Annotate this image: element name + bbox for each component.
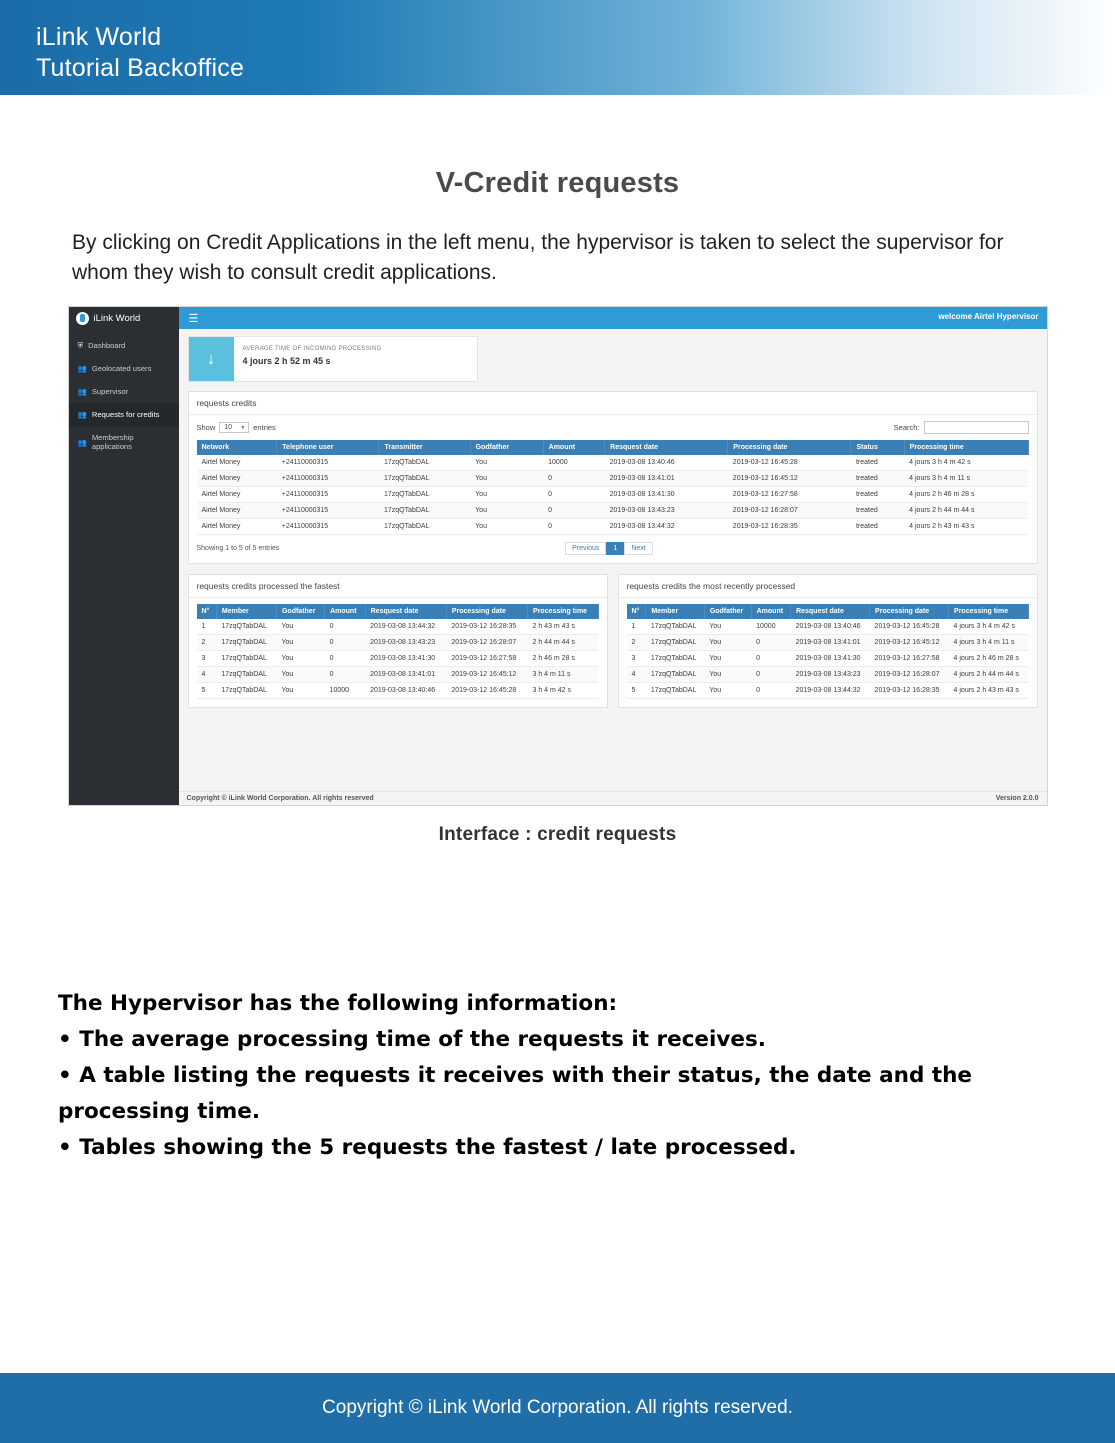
search-label: Search: xyxy=(893,423,920,432)
kpi-card-average-processing-time xyxy=(188,336,478,382)
cell-number: 1 xyxy=(627,619,646,635)
cell-amount: 0 xyxy=(325,619,366,635)
col-processing-date[interactable]: Processing date xyxy=(728,440,851,455)
cell-request-date: 2019-03-08 13:44:32 xyxy=(791,683,870,699)
users-icon: 👥 xyxy=(77,437,87,447)
panel-most-recently-processed xyxy=(618,574,1038,708)
intro-paragraph: By clicking on Credit Applications in the left menu, the hypervisor is taken to select the supervisor for whom they wish to consult credit applications. xyxy=(72,231,1004,284)
cell-amount: 0 xyxy=(543,519,605,535)
cell-processing-time: 3 h 4 m 11 s xyxy=(528,667,599,683)
cell-transmitter: 17zqQTabDAL xyxy=(379,487,470,503)
cell-request-date: 2019-03-08 13:43:23 xyxy=(365,635,446,651)
cell-processing-time: 4 jours 3 h 4 m 11 s xyxy=(904,471,1028,487)
pagination-previous[interactable]: Previous xyxy=(565,542,606,555)
table-header-row xyxy=(197,604,599,619)
cell-processing-date: 2019-03-12 16:27:58 xyxy=(728,487,851,503)
secondary-panels xyxy=(188,574,1038,708)
col-processing-time: Processing time xyxy=(528,604,599,619)
cell-processing-date: 2019-03-12 16:28:07 xyxy=(446,635,527,651)
app-footer xyxy=(179,791,1047,805)
cell-processing-date: 2019-03-12 16:45:12 xyxy=(870,635,949,651)
col-telephone-user[interactable]: Telephone user xyxy=(277,440,379,455)
cell-request-date: 2019-03-08 13:44:32 xyxy=(605,519,728,535)
cell-amount: 0 xyxy=(751,651,790,667)
col-processing-date: Processing date xyxy=(870,604,949,619)
requests-credits-table xyxy=(197,440,1029,535)
cell-processing-time: 3 h 4 m 42 s xyxy=(528,683,599,699)
table-row xyxy=(197,683,599,699)
cell-processing-date: 2019-03-12 16:45:28 xyxy=(446,683,527,699)
cell-network: Airtel Money xyxy=(197,471,277,487)
cell-processing-time: 4 jours 2 h 46 m 28 s xyxy=(904,487,1028,503)
table-row xyxy=(197,667,599,683)
cell-godfather: You xyxy=(276,635,324,651)
col-member: Member xyxy=(216,604,276,619)
col-status[interactable]: Status xyxy=(851,440,904,455)
cell-network: Airtel Money xyxy=(197,455,277,471)
cell-processing-date: 2019-03-12 16:28:35 xyxy=(870,683,949,699)
pagination-page-1[interactable]: 1 xyxy=(606,542,624,555)
table-row xyxy=(197,455,1029,471)
cell-processing-date: 2019-03-12 16:27:58 xyxy=(870,651,949,667)
col-network[interactable]: Network xyxy=(197,440,277,455)
cell-member: 17zqQTabDAL xyxy=(216,667,276,683)
cell-network: Airtel Money xyxy=(197,503,277,519)
col-number: N° xyxy=(197,604,217,619)
bullet-list xyxy=(58,986,1055,1166)
status-badge: treated xyxy=(851,455,904,471)
cell-amount: 0 xyxy=(543,503,605,519)
cell-godfather: You xyxy=(704,619,751,635)
cell-member: 17zqQTabDAL xyxy=(646,635,704,651)
panel-requests-credits xyxy=(188,391,1038,564)
table-header-row xyxy=(197,440,1029,455)
entries-label: entries xyxy=(253,423,276,432)
cell-telephone: +24110000315 xyxy=(277,455,379,471)
users-icon: 👥 xyxy=(77,364,87,373)
cell-processing-date: 2019-03-12 16:28:07 xyxy=(870,667,949,683)
cell-processing-time: 4 jours 2 h 44 m 44 s xyxy=(949,667,1028,683)
cell-request-date: 2019-03-08 13:40:46 xyxy=(791,619,870,635)
cell-request-date: 2019-03-08 13:43:23 xyxy=(605,503,728,519)
cell-transmitter: 17zqQTabDAL xyxy=(379,455,470,471)
cell-number: 2 xyxy=(627,635,646,651)
figure-caption: Interface : credit requests xyxy=(438,824,677,845)
cell-request-date: 2019-03-08 13:43:23 xyxy=(791,667,870,683)
col-request-date: Resquest date xyxy=(791,604,870,619)
cell-processing-time: 2 h 46 m 28 s xyxy=(528,651,599,667)
cell-amount: 0 xyxy=(751,683,790,699)
table-row xyxy=(627,619,1029,635)
cell-telephone: +24110000315 xyxy=(277,519,379,535)
cell-amount: 0 xyxy=(543,471,605,487)
col-number: N° xyxy=(627,604,646,619)
cell-number: 1 xyxy=(197,619,217,635)
cell-amount: 0 xyxy=(325,667,366,683)
cell-number: 3 xyxy=(197,651,217,667)
panel-body xyxy=(619,598,1037,707)
cell-member: 17zqQTabDAL xyxy=(216,683,276,699)
cell-number: 5 xyxy=(627,683,646,699)
col-godfather: Godfather xyxy=(704,604,751,619)
table-row xyxy=(197,471,1029,487)
cell-godfather: You xyxy=(470,519,543,535)
sidebar-item-label: Supervisor xyxy=(91,387,129,396)
col-godfather: Godfather xyxy=(276,604,324,619)
app-topbar xyxy=(69,307,1047,329)
cell-godfather: You xyxy=(470,471,543,487)
cell-godfather: You xyxy=(704,635,751,651)
cell-request-date: 2019-03-08 13:41:30 xyxy=(791,651,870,667)
search-control xyxy=(894,421,1029,434)
kpi-text xyxy=(234,337,382,381)
cell-processing-date: 2019-03-12 16:45:12 xyxy=(446,667,527,683)
cell-member: 17zqQTabDAL xyxy=(216,619,276,635)
page-footer: Copyright © iLink World Corporation. All rights reserved. xyxy=(0,1373,1115,1443)
table-row xyxy=(197,503,1029,519)
sidebar-item-label: Requests for credits xyxy=(91,410,160,419)
app-body xyxy=(69,329,1047,806)
cell-amount: 0 xyxy=(751,635,790,651)
cell-processing-date: 2019-03-12 16:28:35 xyxy=(728,519,851,535)
cell-processing-date: 2019-03-12 16:45:28 xyxy=(728,455,851,471)
cell-amount: 10000 xyxy=(543,455,605,471)
col-processing-time[interactable]: Processing time xyxy=(904,440,1028,455)
app-copyright: Copyright © iLink World Corporation. All rights reserved xyxy=(186,795,374,802)
embedded-screenshot xyxy=(68,306,1048,806)
col-godfather[interactable]: Godfather xyxy=(470,440,543,455)
entries-info: Showing 1 to 5 of 5 entries xyxy=(196,545,280,552)
users-icon: 👥 xyxy=(77,410,87,419)
bullet-item: • Tables showing the 5 requests the fastest / late processed. xyxy=(58,1135,797,1160)
fastest-table xyxy=(197,604,599,699)
cell-request-date: 2019-03-08 13:41:30 xyxy=(605,487,728,503)
cell-number: 4 xyxy=(627,667,646,683)
cell-number: 2 xyxy=(197,635,217,651)
status-badge: treated xyxy=(851,519,904,535)
cell-amount: 10000 xyxy=(325,683,366,699)
bullet-intro: The Hypervisor has the following information: xyxy=(58,991,618,1016)
table-row xyxy=(197,519,1029,535)
cell-godfather: You xyxy=(704,651,751,667)
panel-title: requests credits processed the fastest xyxy=(189,575,607,598)
cell-telephone: +24110000315 xyxy=(277,487,379,503)
cell-processing-date: 2019-03-12 16:28:35 xyxy=(446,619,527,635)
table-controls xyxy=(197,421,1029,434)
cell-telephone: +24110000315 xyxy=(277,503,379,519)
users-icon: 👥 xyxy=(77,387,87,396)
bullet-item: • The average processing time of the requests it receives. xyxy=(58,1027,766,1052)
app-sidebar xyxy=(69,329,179,806)
app-version: Version 2.0.0 xyxy=(995,795,1039,802)
cell-processing-time: 4 jours 2 h 43 m 43 s xyxy=(904,519,1028,535)
cell-request-date: 2019-03-08 13:41:30 xyxy=(365,651,446,667)
table-row xyxy=(197,487,1029,503)
table-row xyxy=(627,651,1029,667)
cell-godfather: You xyxy=(276,667,324,683)
app-main xyxy=(179,329,1047,806)
cell-telephone: +24110000315 xyxy=(277,471,379,487)
header-title-line2: Tutorial Backoffice xyxy=(36,54,245,82)
cell-member: 17zqQTabDAL xyxy=(646,667,704,683)
panel-title: requests credits xyxy=(189,392,1037,415)
cell-processing-date: 2019-03-12 16:45:12 xyxy=(728,471,851,487)
table-row xyxy=(627,667,1029,683)
table-row xyxy=(197,619,599,635)
pagination-next[interactable]: Next xyxy=(624,542,652,555)
col-amount: Amount xyxy=(751,604,790,619)
sidebar-item-label: Dashboard xyxy=(88,341,126,350)
status-badge: treated xyxy=(851,471,904,487)
cell-request-date: 2019-03-08 13:44:32 xyxy=(365,619,446,635)
entries-select-value: 10 xyxy=(224,424,233,431)
ilink-logo-icon xyxy=(76,312,89,325)
table-row xyxy=(627,635,1029,651)
cell-godfather: You xyxy=(470,487,543,503)
cell-transmitter: 17zqQTabDAL xyxy=(379,471,470,487)
panel-title: requests credits the most recently processed xyxy=(619,575,1037,598)
cell-processing-time: 4 jours 2 h 43 m 43 s xyxy=(949,683,1028,699)
cell-transmitter: 17zqQTabDAL xyxy=(379,503,470,519)
col-request-date: Resquest date xyxy=(365,604,446,619)
cell-godfather: You xyxy=(470,455,543,471)
cell-member: 17zqQTabDAL xyxy=(646,683,704,699)
sidebar-item-supervisor[interactable] xyxy=(69,380,179,403)
sidebar-item-requests-for-credits[interactable] xyxy=(69,403,179,426)
panel-body xyxy=(189,415,1037,563)
cell-amount: 0 xyxy=(543,487,605,503)
col-amount[interactable]: Amount xyxy=(543,440,605,455)
cell-member: 17zqQTabDAL xyxy=(216,635,276,651)
cell-member: 17zqQTabDAL xyxy=(216,651,276,667)
cell-processing-time: 4 jours 3 h 4 m 42 s xyxy=(904,455,1028,471)
hamburger-icon[interactable]: ☰ xyxy=(188,312,199,325)
cell-request-date: 2019-03-08 13:40:46 xyxy=(605,455,728,471)
cell-request-date: 2019-03-08 13:40:46 xyxy=(365,683,446,699)
table-row xyxy=(197,635,599,651)
entries-select[interactable] xyxy=(219,422,249,433)
table-row xyxy=(627,683,1029,699)
cell-processing-time: 4 jours 2 h 46 m 28 s xyxy=(949,651,1028,667)
col-amount: Amount xyxy=(325,604,366,619)
cell-processing-time: 2 h 43 m 43 s xyxy=(528,619,599,635)
cell-request-date: 2019-03-08 13:41:01 xyxy=(365,667,446,683)
panel-body xyxy=(189,598,607,707)
cell-member: 17zqQTabDAL xyxy=(646,651,704,667)
sidebar-item-membership-applications[interactable] xyxy=(69,426,179,458)
chevron-down-icon: ▼ xyxy=(240,425,246,431)
cell-number: 4 xyxy=(197,667,217,683)
cell-processing-date: 2019-03-12 16:27:58 xyxy=(446,651,527,667)
cell-processing-date: 2019-03-12 16:45:28 xyxy=(870,619,949,635)
sidebar-item-geolocated-users[interactable] xyxy=(69,357,179,380)
app-brand[interactable] xyxy=(69,307,179,329)
welcome-label: welcome Airtel Hypervisor xyxy=(938,312,1039,321)
cell-amount: 0 xyxy=(751,667,790,683)
kpi-label: AVERAGE TIME OF INCOMING PROCESSING xyxy=(242,346,382,352)
cell-processing-time: 4 jours 2 h 44 m 44 s xyxy=(904,503,1028,519)
cell-network: Airtel Money xyxy=(197,487,277,503)
bullet-item: • A table listing the requests it receives with their status, the date and the processing time. xyxy=(58,1063,972,1124)
show-entries-control xyxy=(197,422,276,433)
cell-request-date: 2019-03-08 13:41:01 xyxy=(791,635,870,651)
cell-godfather: You xyxy=(276,651,324,667)
table-header-row xyxy=(627,604,1029,619)
panel-fastest-processed xyxy=(188,574,608,708)
app-brand-label: iLink World xyxy=(93,312,141,324)
cell-amount: 0 xyxy=(325,651,366,667)
col-processing-time: Processing time xyxy=(949,604,1028,619)
search-input[interactable] xyxy=(924,421,1029,434)
page-title: V-Credit requests xyxy=(435,167,680,199)
cell-godfather: You xyxy=(470,503,543,519)
status-badge: treated xyxy=(851,487,904,503)
cell-processing-time: 4 jours 3 h 4 m 11 s xyxy=(949,635,1028,651)
document-content xyxy=(0,167,1115,1166)
cell-request-date: 2019-03-08 13:41:01 xyxy=(605,471,728,487)
cell-number: 5 xyxy=(197,683,217,699)
col-request-date[interactable]: Resquest date xyxy=(605,440,728,455)
col-processing-date: Processing date xyxy=(446,604,527,619)
pagination xyxy=(565,542,653,555)
page-header xyxy=(0,0,1115,95)
status-badge: treated xyxy=(851,503,904,519)
cell-amount: 10000 xyxy=(751,619,790,635)
cell-processing-time: 4 jours 3 h 4 m 42 s xyxy=(949,619,1028,635)
cell-godfather: You xyxy=(704,683,751,699)
home-icon: ⛨ xyxy=(77,341,84,350)
col-transmitter[interactable]: Transmitter xyxy=(379,440,470,455)
cell-number: 3 xyxy=(627,651,646,667)
cell-amount: 0 xyxy=(325,635,366,651)
table-body xyxy=(197,455,1029,535)
cell-godfather: You xyxy=(276,619,324,635)
header-title-line1: iLink World xyxy=(36,23,162,51)
sidebar-item-label: Membership applications xyxy=(91,433,134,451)
cell-godfather: You xyxy=(276,683,324,699)
table-footer xyxy=(197,542,1029,555)
cell-processing-time: 2 h 44 m 44 s xyxy=(528,635,599,651)
show-label: Show xyxy=(196,423,216,432)
sidebar-item-dashboard[interactable] xyxy=(69,334,179,357)
cell-network: Airtel Money xyxy=(197,519,277,535)
cell-member: 17zqQTabDAL xyxy=(646,619,704,635)
table-header xyxy=(197,440,1029,455)
download-arrow-icon: ↓ xyxy=(189,337,234,381)
cell-processing-date: 2019-03-12 16:28:07 xyxy=(728,503,851,519)
recent-table xyxy=(627,604,1029,699)
cell-godfather: You xyxy=(704,667,751,683)
sidebar-item-label: Geolocated users xyxy=(91,364,152,373)
table-row xyxy=(197,651,599,667)
col-member: Member xyxy=(646,604,704,619)
cell-transmitter: 17zqQTabDAL xyxy=(379,519,470,535)
kpi-value: 4 jours 2 h 52 m 45 s xyxy=(242,356,331,366)
